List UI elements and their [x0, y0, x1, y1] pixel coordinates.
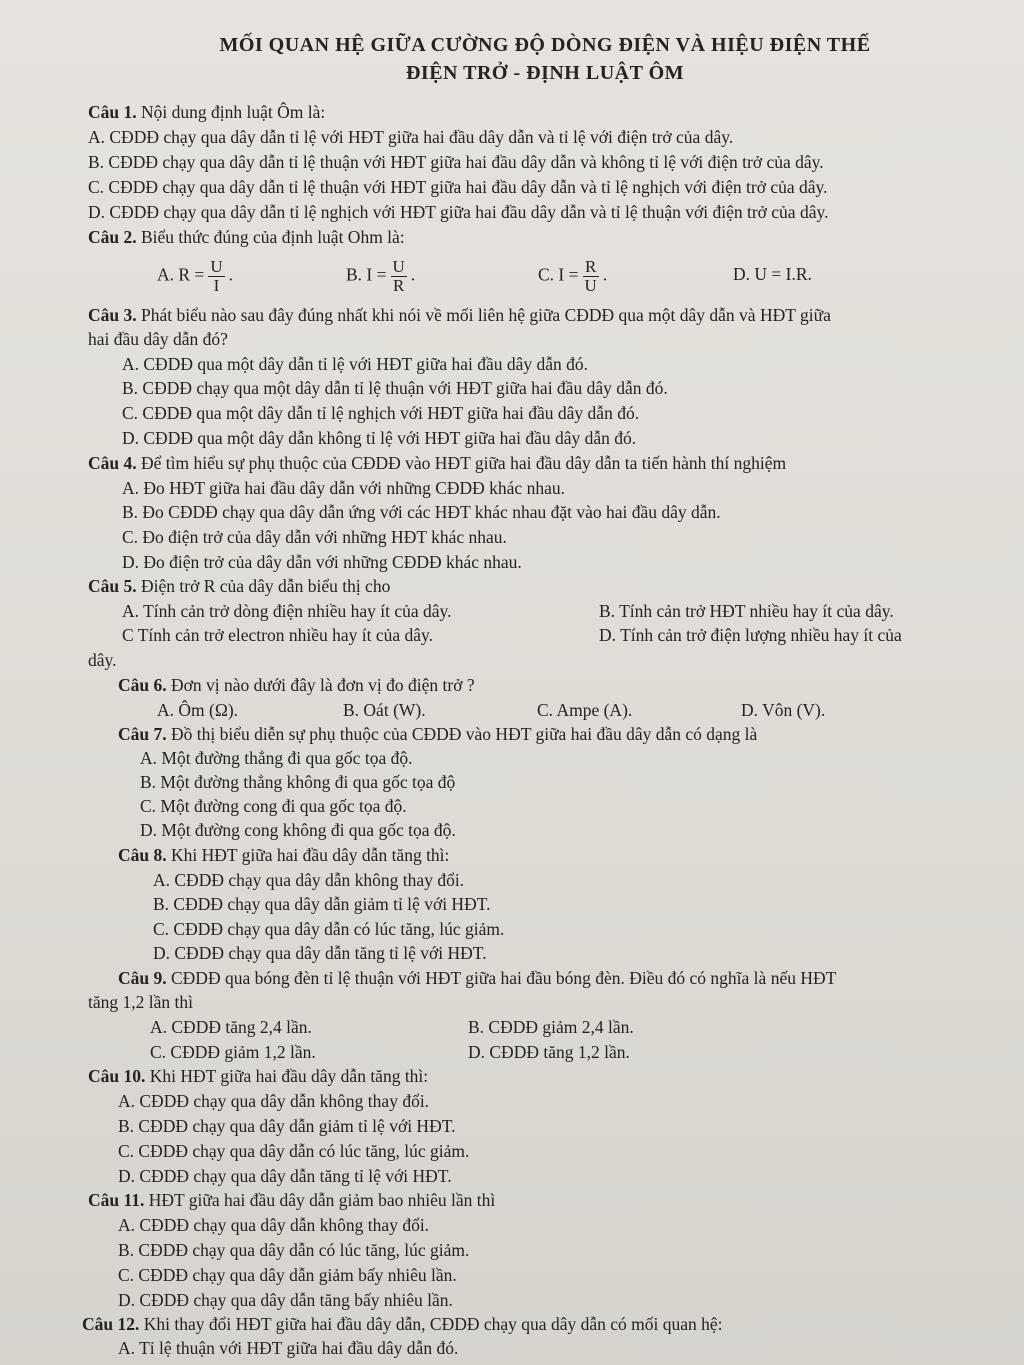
q10-option-d: D. CĐDĐ chạy qua dây dẫn tăng tỉ lệ với HĐT. — [118, 1166, 452, 1186]
q10-option-c: C. CĐDĐ chạy qua dây dẫn có lúc tăng, lúc giảm. — [118, 1141, 470, 1161]
q8-option-b: B. CĐDĐ chạy qua dây dẫn giảm tỉ lệ với HĐT. — [153, 894, 491, 914]
question-6: Câu 6. Đơn vị nào dưới đây là đơn vị đo điện trở ? — [118, 675, 475, 695]
q6-option-a: A. Ôm (Ω). — [157, 700, 239, 720]
q5-option-a: A. Tính cản trở dòng điện nhiều hay ít của dây. — [122, 601, 452, 621]
q10-option-b: B. CĐDĐ chạy qua dây dẫn giảm tỉ lệ với HĐT. — [118, 1116, 456, 1136]
question-3: Câu 3. Phát biểu nào sau đây đúng nhất khi nói về mối liên hệ giữa CĐDĐ qua một dây dẫn và HĐT giữa — [88, 305, 831, 325]
q10-option-a: A. CĐDĐ chạy qua dây dẫn không thay đổi. — [118, 1091, 430, 1111]
q4-option-d: D. Đo điện trở của dây dẫn với những CĐDĐ khác nhau. — [122, 552, 522, 572]
q3-option-b: B. CĐDĐ chạy qua một dây dẫn tỉ lệ thuận với HĐT giữa hai đầu dây dẫn đó. — [122, 378, 668, 398]
q5-option-d-cont: dây. — [88, 650, 117, 670]
q1-option-d: D. CĐDĐ chạy qua dây dẫn tỉ lệ nghịch với HĐT giữa hai đầu dây dẫn và tỉ lệ thuận với điện trở của dây. — [88, 202, 829, 222]
q9-option-b: B. CĐDĐ giảm 2,4 lần. — [468, 1017, 634, 1037]
question-11: Câu 11. HĐT giữa hai đầu dây dẫn giảm bao nhiêu lần thì — [88, 1190, 496, 1210]
q2-option-c: C. I = $\frac{R}{U}$ . — [538, 257, 608, 295]
q5-option-c: C Tính cản trở electron nhiều hay ít của dây. — [122, 625, 434, 645]
q5-option-d: D. Tính cản trở điện lượng nhiều hay ít của — [599, 625, 902, 645]
question-8: Câu 8. Khi HĐT giữa hai đầu dây dẫn tăng thì: — [118, 845, 450, 865]
q12-option-a: A. Tỉ lệ thuận với HĐT giữa hai đầu dây dẫn đó. — [118, 1338, 459, 1358]
q11-option-d: D. CĐDĐ chạy qua dây dẫn tăng bấy nhiêu lần. — [118, 1290, 453, 1310]
question-9: Câu 9. CĐDĐ qua bóng đèn tỉ lệ thuận với HĐT giữa hai đầu bóng đèn. Điều đó có nghĩa là nếu HĐT — [118, 968, 837, 988]
q3-option-a: A. CĐDĐ qua một dây dẫn tỉ lệ với HĐT giữa hai đầu dây dẫn đó. — [122, 354, 589, 374]
q2-option-b: B. I = $\frac{U}{R}$ . — [346, 257, 416, 295]
question-5: Câu 5. Điện trở R của dây dẫn biểu thị cho — [88, 576, 391, 596]
q1-option-a: A. CĐDĐ chạy qua dây dẫn tỉ lệ với HĐT giữa hai đầu dây dẫn và tỉ lệ với điện trở của dây. — [88, 127, 734, 147]
question-9-cont: tăng 1,2 lần thì — [88, 992, 193, 1012]
q9-option-c: C. CĐDĐ giảm 1,2 lần. — [150, 1042, 316, 1062]
q6-option-d: D. Vôn (V). — [741, 700, 826, 720]
q9-option-a: A. CĐDĐ tăng 2,4 lần. — [150, 1017, 312, 1037]
question-3-cont: hai đầu dây dẫn đó? — [88, 329, 228, 349]
q8-option-d: D. CĐDĐ chạy qua dây dẫn tăng tỉ lệ với HĐT. — [153, 943, 487, 963]
q3-option-c: C. CĐDĐ qua một dây dẫn tỉ lệ nghịch với HĐT giữa hai đầu dây dẫn đó. — [122, 403, 640, 423]
q11-option-c: C. CĐDĐ chạy qua dây dẫn giảm bấy nhiêu lần. — [118, 1265, 457, 1285]
question-12: Câu 12. Khi thay đổi HĐT giữa hai đầu dây dẫn, CĐDĐ chạy qua dây dẫn có mối quan hệ: — [82, 1314, 723, 1334]
q11-option-a: A. CĐDĐ chạy qua dây dẫn không thay đổi. — [118, 1215, 430, 1235]
page-subtitle: ĐIỆN TRỞ - ĐỊNH LUẬT ÔM — [405, 62, 684, 84]
question-2: Câu 2. Biểu thức đúng của định luật Ohm là: — [88, 227, 405, 247]
question-1: Câu 1. Nội dung định luật Ôm là: — [88, 102, 326, 122]
q9-option-d: D. CĐDĐ tăng 1,2 lần. — [468, 1042, 630, 1062]
q7-option-a: A. Một đường thẳng đi qua gốc tọa độ. — [140, 748, 413, 768]
q11-option-b: B. CĐDĐ chạy qua dây dẫn có lúc tăng, lúc giảm. — [118, 1240, 470, 1260]
q8-option-c: C. CĐDĐ chạy qua dây dẫn có lúc tăng, lúc giảm. — [153, 919, 505, 939]
question-10: Câu 10. Khi HĐT giữa hai đầu dây dẫn tăng thì: — [88, 1066, 429, 1086]
q5-option-b: B. Tính cản trở HĐT nhiều hay ít của dây. — [599, 601, 894, 621]
q7-option-c: C. Một đường cong đi qua gốc tọa độ. — [140, 796, 407, 816]
q7-option-b: B. Một đường thẳng không đi qua gốc tọa độ — [140, 772, 456, 792]
q8-option-a: A. CĐDĐ chạy qua dây dẫn không thay đổi. — [153, 870, 465, 890]
q6-option-b: B. Oát (W). — [343, 700, 426, 720]
q2-option-a: A. R = $\frac{U}{I}$ . — [157, 257, 233, 295]
q3-option-d: D. CĐDĐ qua một dây dẫn không tỉ lệ với HĐT giữa hai đầu dây dẫn đó. — [122, 428, 637, 448]
q6-option-c: C. Ampe (A). — [537, 700, 633, 720]
page-title: MỐI QUAN HỆ GIỮA CƯỜNG ĐỘ DÒNG ĐIỆN VÀ HIỆU ĐIỆN THẾ — [219, 34, 871, 56]
q7-option-d: D. Một đường cong không đi qua gốc tọa độ. — [140, 820, 456, 840]
question-4: Câu 4. Để tìm hiểu sự phụ thuộc của CĐDĐ vào HĐT giữa hai đầu dây dẫn ta tiến hành thí nghiệm — [88, 453, 787, 473]
q1-option-c: C. CĐDĐ chạy qua dây dẫn tỉ lệ thuận với HĐT giữa hai đầu dây dẫn và tỉ lệ nghịch với điện trở của dây. — [88, 177, 828, 197]
q2-option-d: D. U = I.R. — [733, 264, 812, 284]
q4-option-a: A. Đo HĐT giữa hai đầu dây dẫn với những CĐDĐ khác nhau. — [122, 478, 565, 498]
q4-option-b: B. Đo CĐDĐ chạy qua dây dẫn ứng với các HĐT khác nhau đặt vào hai đầu dây dẫn. — [122, 502, 721, 522]
question-7: Câu 7. Đồ thị biểu diễn sự phụ thuộc của CĐDĐ vào HĐT giữa hai đầu dây dẫn có dạng là — [118, 724, 758, 744]
q1-option-b: B. CĐDĐ chạy qua dây dẫn tỉ lệ thuận với HĐT giữa hai đầu dây dẫn và không tỉ lệ với điện trở của dây. — [88, 152, 824, 172]
q4-option-c: C. Đo điện trở của dây dẫn với những HĐT khác nhau. — [122, 527, 507, 547]
